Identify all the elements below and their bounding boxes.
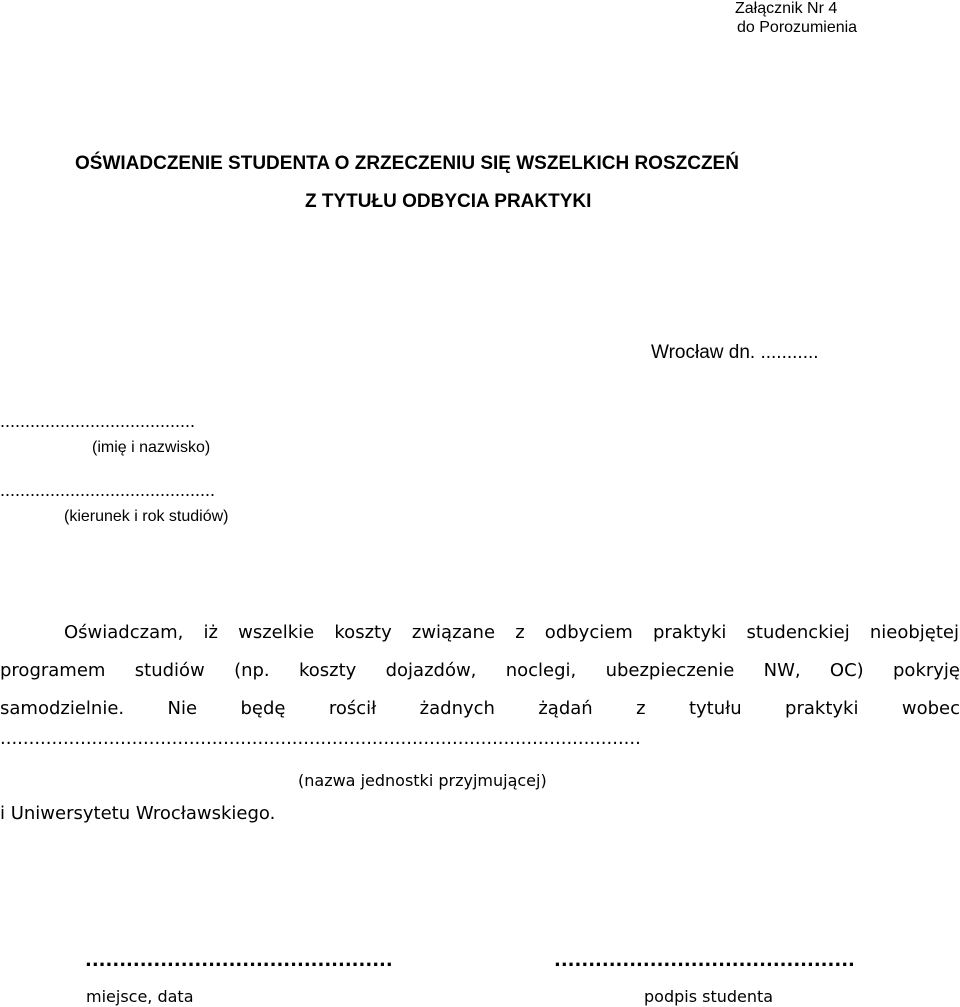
host-unit-label: (nazwa jednostki przyjmującej) — [298, 771, 547, 790]
host-unit-fill-line: ................................................................................................................ — [0, 728, 641, 749]
statement-line-2: programem studiów (np. koszty dojazdów, noclegi, ubezpieczenie NW, OC) pokryję — [0, 660, 960, 681]
place-date-signature-label: miejsce, data — [86, 987, 194, 1006]
attachment-reference: do Porozumienia — [737, 19, 858, 36]
document-title-line-2: Z TYTUŁU ODBYCIA PRAKTYKI — [305, 191, 592, 212]
place-date-signature-line: ............................................. — [85, 950, 393, 971]
study-fill-line: ........................................... — [0, 480, 216, 500]
document-title-line-1: OŚWIADCZENIE STUDENTA O ZRZECZENIU SIĘ WSZELKICH ROSZCZEŃ — [75, 153, 739, 174]
attachment-number: Załącznik Nr 4 — [735, 0, 838, 17]
statement-line-4: i Uniwersytetu Wrocławskiego. — [0, 803, 276, 824]
student-signature-label: podpis studenta — [644, 987, 774, 1006]
statement-line-3: samodzielnie. Nie będę rościł żadnych żądań z tytułu praktyki wobec — [0, 698, 960, 719]
student-signature-line: ............................................ — [554, 950, 855, 971]
name-field-label: (imię i nazwisko) — [92, 439, 211, 456]
statement-line-1: Oświadczam, iż wszelkie koszty związane z odbyciem praktyki studenckiej nieobjętej — [64, 622, 959, 643]
study-field-label: (kierunek i rok studiów) — [64, 508, 229, 525]
name-fill-line: ....................................... — [0, 411, 196, 431]
place-date-field: Wrocław dn. ........... — [651, 342, 819, 363]
